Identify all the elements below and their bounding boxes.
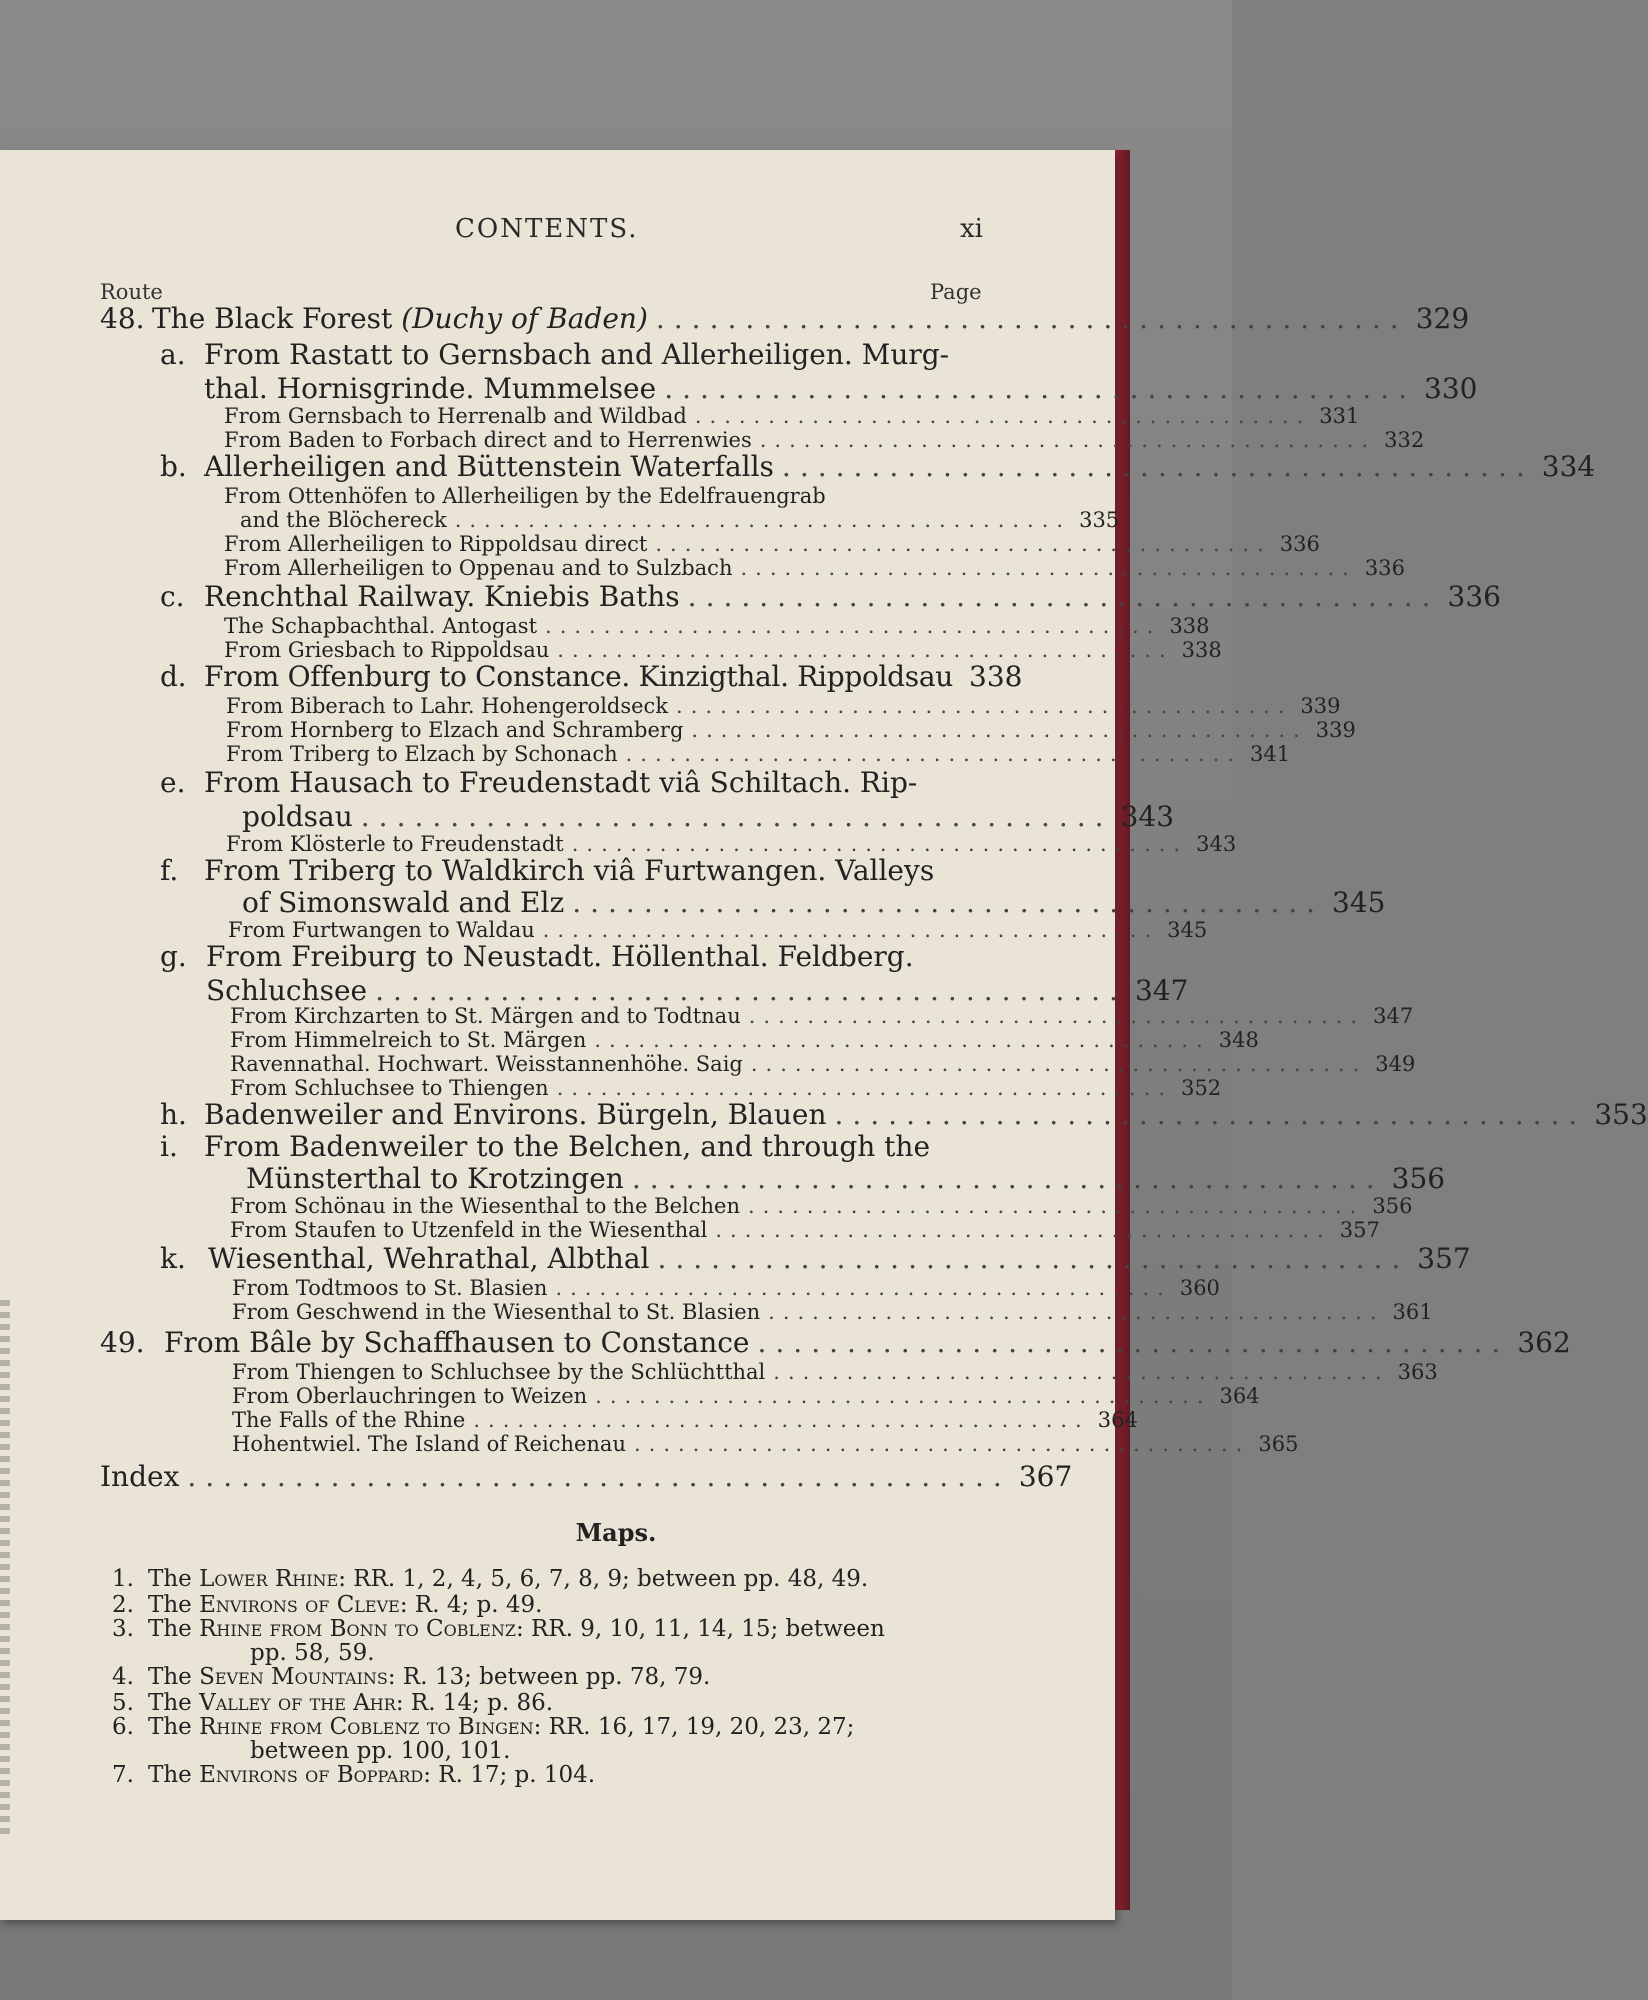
page-number: 343 [1196,832,1237,856]
page-number: 338 [1169,614,1210,638]
dot-leader: .......................................... [595,1384,1212,1408]
dot-leader: .......................................... [748,1194,1365,1218]
page-number: 364 [1219,1384,1260,1408]
section-title-continued: of Simonswald and Elz [242,886,565,919]
subentry-title: From Biberach to Lahr. Hohengeroldseck [226,694,669,718]
dot-leader: .......................................... [625,742,1242,766]
toc-section-g-line1 [160,940,984,973]
route-number: 48. [100,302,145,335]
route-title: From Bâle by Schaffhausen to Constance [164,1326,750,1359]
route-title: The Black Forest [152,302,402,335]
map-name: Rhine from Coblenz to Bingen [199,1714,534,1740]
toc-subentry [224,638,1222,662]
section-title: Wiesenthal, Wehrathal, Albthal [208,1242,650,1275]
section-title: From Rastatt to Gernsbach and Allerheiligen. Murg- [204,338,950,371]
map-name: Valley of the Ahr [199,1690,396,1716]
section-title: Allerheiligen and Büttenstein Waterfalls [204,450,774,483]
page-number: 365 [1258,1432,1299,1456]
section-letter: h. [160,1098,187,1131]
toc-subentry [228,918,1208,942]
toc-section-d [160,660,1023,693]
toc-subentry [230,1194,1413,1218]
toc-subentry [232,1300,1433,1324]
dot-leader: .......................................... [655,532,1272,556]
section-title: Renchthal Railway. Kniebis Baths [204,580,680,613]
section-letter: i. [160,1130,178,1163]
map-list-item: 7. The Environs of Boppard: R. 17; p. 104. [112,1762,596,1788]
toc-subentry [232,1432,1299,1456]
subentry-title-continued: and the Blöchereck [240,508,447,532]
page-number: 360 [1179,1276,1220,1300]
section-letter: f. [160,854,179,887]
toc-subentry [224,428,1425,452]
dot-leader: .......................................... [691,718,1308,742]
page-number: 335 [1079,508,1120,532]
subentry-title: Hohentwiel. The Island of Reichenau [232,1432,626,1456]
page-number: 339 [1300,694,1341,718]
toc-subentry [230,1218,1380,1242]
map-list-item: 6. The Rhine from Coblenz to Bingen: RR. 16, 17, 19, 20, 23, 27; [112,1714,855,1740]
dot-leader: .......................................... [715,1218,1332,1242]
page-number: 336 [1364,556,1405,580]
dot-leader: .......................................... [687,580,1440,613]
dot-leader: .......................................... [572,886,1325,919]
subentry-title: From Todtmoos to St. Blasien [232,1276,548,1300]
page-number: 339 [1315,718,1356,742]
map-list-item: 3. The Rhine from Bonn to Coblenz: RR. 9, 10, 11, 14, 15; between [112,1616,885,1642]
section-title-continued: thal. Hornisgrinde. Mummelsee [204,372,657,405]
toc-section-f-line2 [242,886,1386,919]
maps-heading: Maps. [575,1518,657,1547]
page-number: 345 [1332,886,1386,919]
dot-leader: .......................................... [556,1076,1174,1100]
toc-section-g-line2 [206,974,1189,1007]
page-number: 361 [1392,1300,1433,1324]
index-label: Index [100,1460,180,1493]
toc-subentry [224,614,1210,638]
dot-leader: .......................................... [781,450,1534,483]
subentry-title: From Thiengen to Schluchsee by the Schlüchtthal [232,1360,766,1384]
toc-subentry [232,1408,1138,1432]
toc-subentry [230,1028,1259,1052]
subentry-title: From Himmelreich to St. Märgen [230,1028,587,1052]
subentry-title: From Oberlauchringen to Weizen [232,1384,588,1408]
page-number: 336 [1279,532,1320,556]
map-list-item: 5. The Valley of the Ahr: R. 14; p. 86. [112,1690,554,1716]
dot-leader: .......................................... [375,974,1127,1007]
map-name: Lower Rhine [199,1566,339,1592]
section-letter: c. [160,580,185,613]
section-title: From Badenweiler to the Belchen, and through the [204,1130,931,1163]
subentry-title: The Schapbachthal. Antogast [224,614,538,638]
dot-leader: .......................................... [676,694,1293,718]
section-letter: a. [160,338,186,371]
subentry-title: From Schönau in the Wiesenthal to the Belchen [230,1194,740,1218]
page-number: 329 [1415,302,1470,335]
dot-leader: .......................................... [360,800,1113,833]
page-number: 357 [1417,1242,1471,1275]
page-number: 363 [1397,1360,1438,1384]
dot-leader: .......................................... [834,1098,1587,1131]
toc-subentry [230,1004,1414,1028]
map-name: Rhine from Bonn to Coblenz [199,1616,516,1642]
section-letter: e. [160,766,186,799]
page-number: 364 [1097,1408,1138,1432]
toc-section-f-line1 [160,854,984,887]
section-title-continued: Münsterthal to Krotzingen [246,1162,624,1195]
toc-subentry-line1 [224,484,984,508]
toc-subentry [232,1360,1438,1384]
subentry-title: From Ottenhöfen to Allerheiligen by the Edelfrauengrab [224,484,826,508]
map-list-item-continued: pp. 58, 59. [250,1640,375,1666]
page-number: 330 [1424,372,1478,405]
map-list-item: 1. The Lower Rhine: RR. 1, 2, 4, 5, 6, 7, 8, 9; between pp. 48, 49. [112,1566,869,1592]
page-number: 334 [1541,450,1596,483]
toc-section-i-line1 [160,1130,984,1163]
toc-subentry [224,556,1405,580]
subentry-title: From Staufen to Utzenfeld in the Wiesenthal [230,1218,708,1242]
page-number: 345 [1167,918,1208,942]
section-letter: g. [160,940,187,973]
dot-leader: .............................................. [187,1460,1011,1493]
route-column-label: Route [100,280,163,304]
subentry-title: From Allerheiligen to Rippoldsau direct [224,532,648,556]
dot-leader: .......................................... [768,1300,1385,1324]
dot-leader: .......................................... [555,1276,1172,1300]
subentry-title: Ravennathal. Hochwart. Weisstannenhöhe. Saig [230,1052,743,1076]
dot-leader: .......................................... [748,1004,1366,1028]
page-number: 331 [1319,404,1360,428]
page-number: 347 [1134,974,1189,1007]
dot-leader: .......................................... [759,428,1377,452]
page-number: 356 [1372,1194,1413,1218]
dot-leader: .......................................... [657,1242,1410,1275]
toc-section-c [160,580,1501,613]
subentry-title: From Allerheiligen to Oppenau and to Sulzbach [224,556,733,580]
section-letter: k. [160,1242,186,1275]
toc-subentry [232,1276,1220,1300]
subentry-title: From Geschwend in the Wiesenthal to St. Blasien [232,1300,761,1324]
dot-leader: .......................................... [542,918,1160,942]
dot-leader: .......................................... [594,1028,1211,1052]
subentry-title: From Baden to Forbach direct and to Herrenwies [224,428,752,452]
page-number: 332 [1384,428,1425,452]
dot-leader: .......................................... [473,1408,1090,1432]
subentry-title: From Triberg to Elzach by Schonach [226,742,618,766]
page-number: 336 [1447,580,1501,613]
dot-leader: .......................................... [655,302,1408,335]
dot-leader: .......................................... [664,372,1417,405]
subentry-title: From Kirchzarten to St. Märgen and to Todtnau [230,1004,741,1028]
section-title: From Freiburg to Neustadt. Höllenthal. Feldberg. [206,940,914,973]
toc-subentry [232,1384,1260,1408]
section-title: Badenweiler and Environs. Bürgeln, Blauen [204,1098,827,1131]
route-title-italic: (Duchy of Baden) [401,302,648,335]
toc-subentry [226,694,1341,718]
page-number: 352 [1181,1076,1222,1100]
page-number: 349 [1375,1052,1416,1076]
dot-leader: .......................................... [773,1360,1390,1384]
toc-section-e-line2 [242,800,1175,833]
section-title-continued: Schluchsee [206,974,368,1007]
map-list-item-continued: between pp. 100, 101. [250,1738,511,1764]
toc-section-i-line2 [246,1162,1446,1195]
page-number: 353 [1594,1098,1648,1131]
dot-leader: .......................................... [545,614,1162,638]
subentry-title: From Gernsbach to Herrenalb and Wildbad [224,404,687,428]
subentry-title: From Furtwangen to Waldau [228,918,535,942]
map-list-item: 4. The Seven Mountains: R. 13; between pp. 78, 79. [112,1664,711,1690]
page-number: 356 [1391,1162,1446,1195]
page-number: 338 [969,660,1023,693]
dot-leader: .......................................... [633,1432,1251,1456]
page-number: 341 [1249,742,1291,766]
subentry-title: The Falls of the Rhine [232,1408,466,1432]
section-title: From Triberg to Waldkirch viâ Furtwangen. Valleys [204,854,935,887]
toc-section-e-line1 [160,766,984,799]
page-number: 338 [1181,638,1222,662]
dot-leader: .......................................... [750,1052,1368,1076]
toc-route-49 [100,1326,1571,1359]
toc-section-h [160,1098,1648,1131]
page-number: 367 [1018,1460,1073,1493]
page-number: 343 [1120,800,1175,833]
dot-leader: .......................................... [631,1162,1384,1195]
toc-section-b [160,450,1596,483]
dot-leader: .......................................... [757,1326,1510,1359]
toc-section-a-line1 [160,338,984,371]
toc-route-48 [100,302,1470,335]
map-name: Environs of Boppard [199,1762,424,1788]
section-title-continued: poldsau [242,800,353,833]
toc-subentry [224,532,1320,556]
subentry-title: From Klösterle to Freudenstadt [226,832,564,856]
header-title: CONTENTS. [455,214,639,244]
page-number: 347 [1373,1004,1414,1028]
header-page-number: xi [960,214,983,244]
dot-leader: .......................................... [740,556,1357,580]
route-number: 49. [100,1326,145,1359]
toc-section-a-line2 [204,372,1478,405]
subentry-title: From Hornberg to Elzach and Schramberg [226,718,684,742]
subentry-title: From Griesbach to Rippoldsau [224,638,550,662]
dot-leader: .......................................... [694,404,1312,428]
page-number: 348 [1218,1028,1259,1052]
toc-subentry [226,742,1291,766]
subentry-title: From Schluchsee to Thiengen [230,1076,549,1100]
dot-leader: .......................................... [454,508,1072,532]
toc-section-k [160,1242,1471,1275]
section-title: From Hausach to Freudenstadt viâ Schiltach. Rip- [204,766,918,799]
map-name: Seven Mountains [199,1664,388,1690]
dot-leader: .......................................... [557,638,1174,662]
toc-subentry [230,1052,1416,1076]
toc-index [100,1460,1073,1493]
toc-subentry-line2 [240,508,1120,532]
page-number: 357 [1339,1218,1380,1242]
toc-subentry [226,718,1356,742]
section-letter: b. [160,450,187,483]
toc-subentry [230,1076,1222,1100]
section-letter: d. [160,660,187,693]
page-column-label: Page [930,280,982,304]
map-name: Environs of Cleve [199,1592,400,1618]
map-list-item: 2. The Environs of Cleve: R. 4; p. 49. [112,1592,543,1618]
dot-leader: .......................................... [571,832,1189,856]
page-number: 362 [1517,1326,1571,1359]
toc-subentry [226,832,1237,856]
section-title: From Offenburg to Constance. Kinzigthal. Rippoldsau [204,660,953,693]
toc-subentry [224,404,1360,428]
